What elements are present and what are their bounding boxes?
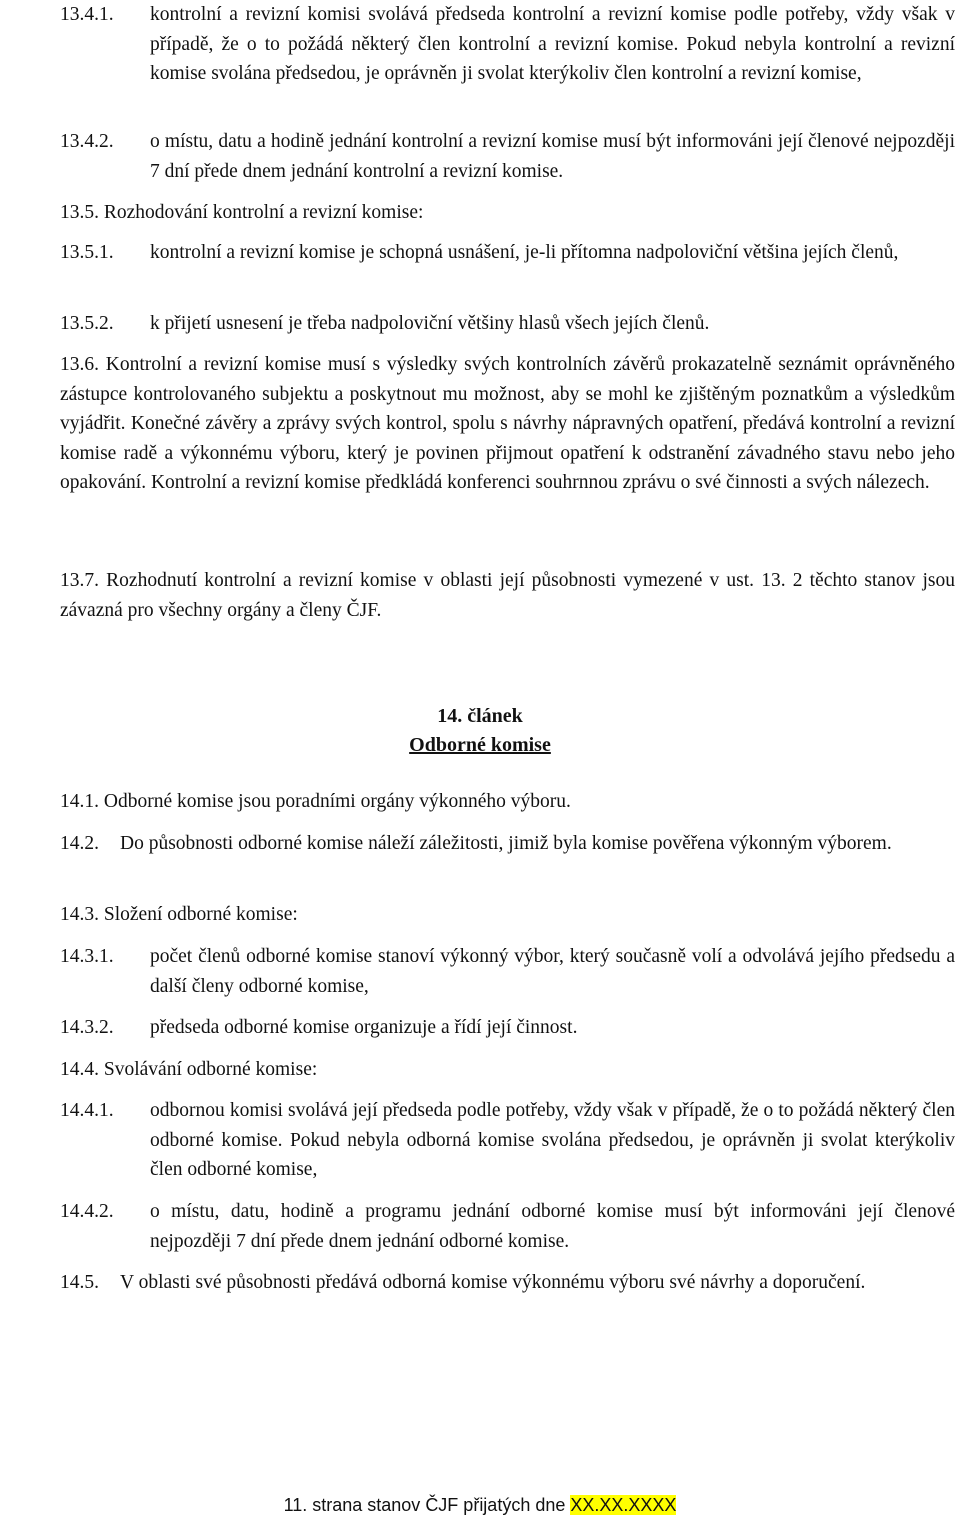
section-text: V oblasti své působnosti předává odborná komise výkonnému výboru své návrhy a doporučení. — [120, 1272, 866, 1293]
section-number: 14.4. — [60, 1059, 99, 1080]
section-text: kontrolní a revizní komisi svolává předseda kontrolní a revizní komise podle potřeby, vždy však v případě, že o to požádá některý člen kontrolní a revizní komise. Pokud nebyla kontrolní a revizní komise svolána předsedou, je oprávněn ji svolat kterýkoliv člen kontrolní a revizní komise, — [150, 4, 955, 84]
section-13-7 — [60, 566, 955, 625]
section-14-4-2 — [60, 1197, 955, 1256]
section-text: o místu, datu a hodině jednání kontrolní a revizní komise musí být informováni její členové nejpozději 7 dní přede dnem jednání kontrolní a revizní komise. — [150, 131, 955, 182]
section-number: 13.5.1. — [60, 242, 114, 263]
page-footer — [0, 1492, 960, 1518]
section-text: kontrolní a revizní komise je schopná usnášení, je-li přítomna nadpoloviční většina jejích členů, — [150, 242, 899, 263]
section-text: o místu, datu, hodině a programu jednání odborné komise musí být informováni její členové nejpozději 7 dní přede dnem jednání odborné komise. — [150, 1201, 955, 1252]
section-text: Svolávání odborné komise: — [103, 1059, 318, 1080]
section-14-3 — [60, 900, 955, 930]
section-14-4-1 — [60, 1096, 955, 1185]
section-number: 13.6. — [60, 354, 99, 375]
section-text: Odborné komise jsou poradními orgány výkonného výboru. — [103, 791, 571, 812]
section-13-5-1 — [60, 238, 955, 268]
section-number: 13.7. — [60, 570, 99, 591]
section-number: 13.5.2. — [60, 313, 114, 334]
section-text: Kontrolní a revizní komise musí s výsledky svých kontrolních závěrů prokazatelně seznámit oprávněného zástupce kontrolovaného subjektu a poskytnout mu možnost, aby se mohl ke zjištěným poznatkům a výsledkům vyjádřit. Konečné závěry a zprávy svých kontrol, spolu s návrhy nápravných opatření, předává kontrolní a revizní komise radě a výkonnému výboru, který je povinen přijmout opatření k odstranění závadného stavu nebo jeho opakování. Kontrolní a revizní komise předkládá konferenci souhrnnou zprávu o své činnosti a svých nálezech. — [60, 354, 955, 493]
section-number: 14.3. — [60, 904, 99, 925]
section-14-1 — [60, 787, 955, 817]
section-13-5 — [60, 198, 955, 228]
section-14-3-1 — [60, 942, 955, 1001]
section-text: počet členů odborné komise stanoví výkonný výbor, který současně volí a odvolává jejího předsedu a další členy odborné komise, — [150, 946, 955, 997]
section-text: Rozhodování kontrolní a revizní komise: — [103, 202, 424, 223]
section-text: předseda odborné komise organizuje a řídí její činnost. — [150, 1017, 578, 1038]
article-number: 14. článek — [437, 705, 523, 727]
section-number: 14.3.2. — [60, 1017, 114, 1038]
section-number: 14.4.1. — [60, 1100, 114, 1121]
section-text: Do působnosti odborné komise náleží záležitosti, jimiž byla komise pověřena výkonným výborem. — [120, 833, 892, 854]
article-heading — [0, 702, 960, 760]
section-text: Složení odborné komise: — [103, 904, 298, 925]
section-14-2 — [60, 829, 955, 859]
section-number: 13.4.1. — [60, 4, 114, 25]
section-text: Rozhodnutí kontrolní a revizní komise v oblasti její působnosti vymezené v ust. 13. 2 těchto stanov jsou závazná pro všechny orgány a členy ČJF. — [60, 570, 955, 621]
section-13-4-1 — [60, 0, 955, 89]
section-14-5 — [60, 1268, 955, 1298]
section-text: odbornou komisi svolává její předseda podle potřeby, vždy však v případě, že o to požádá některý člen odborné komise. Pokud nebyla odborná komise svolána předsedou, je oprávněn ji svolat kterýkoliv člen odborné komise, — [150, 1100, 955, 1180]
section-14-4 — [60, 1055, 955, 1085]
article-title: Odborné komise — [409, 734, 551, 756]
footer-text: 11. strana stanov ČJF přijatých dne — [283, 1495, 571, 1515]
section-number: 13.4.2. — [60, 131, 114, 152]
section-number: 14.4.2. — [60, 1201, 114, 1222]
section-number: 14.1. — [60, 791, 99, 812]
footer-date-placeholder: XX.XX.XXXX — [570, 1495, 677, 1515]
section-number: 13.5. — [60, 202, 99, 223]
section-number: 14.5. — [60, 1272, 99, 1293]
section-13-4-2 — [60, 127, 955, 186]
section-number: 14.2. — [60, 833, 99, 854]
section-number: 14.3.1. — [60, 946, 114, 967]
section-14-3-2 — [60, 1013, 955, 1043]
section-text: k přijetí usnesení je třeba nadpoloviční většiny hlasů všech jejích členů. — [150, 313, 710, 334]
section-13-5-2 — [60, 309, 955, 339]
section-13-6 — [60, 350, 955, 498]
